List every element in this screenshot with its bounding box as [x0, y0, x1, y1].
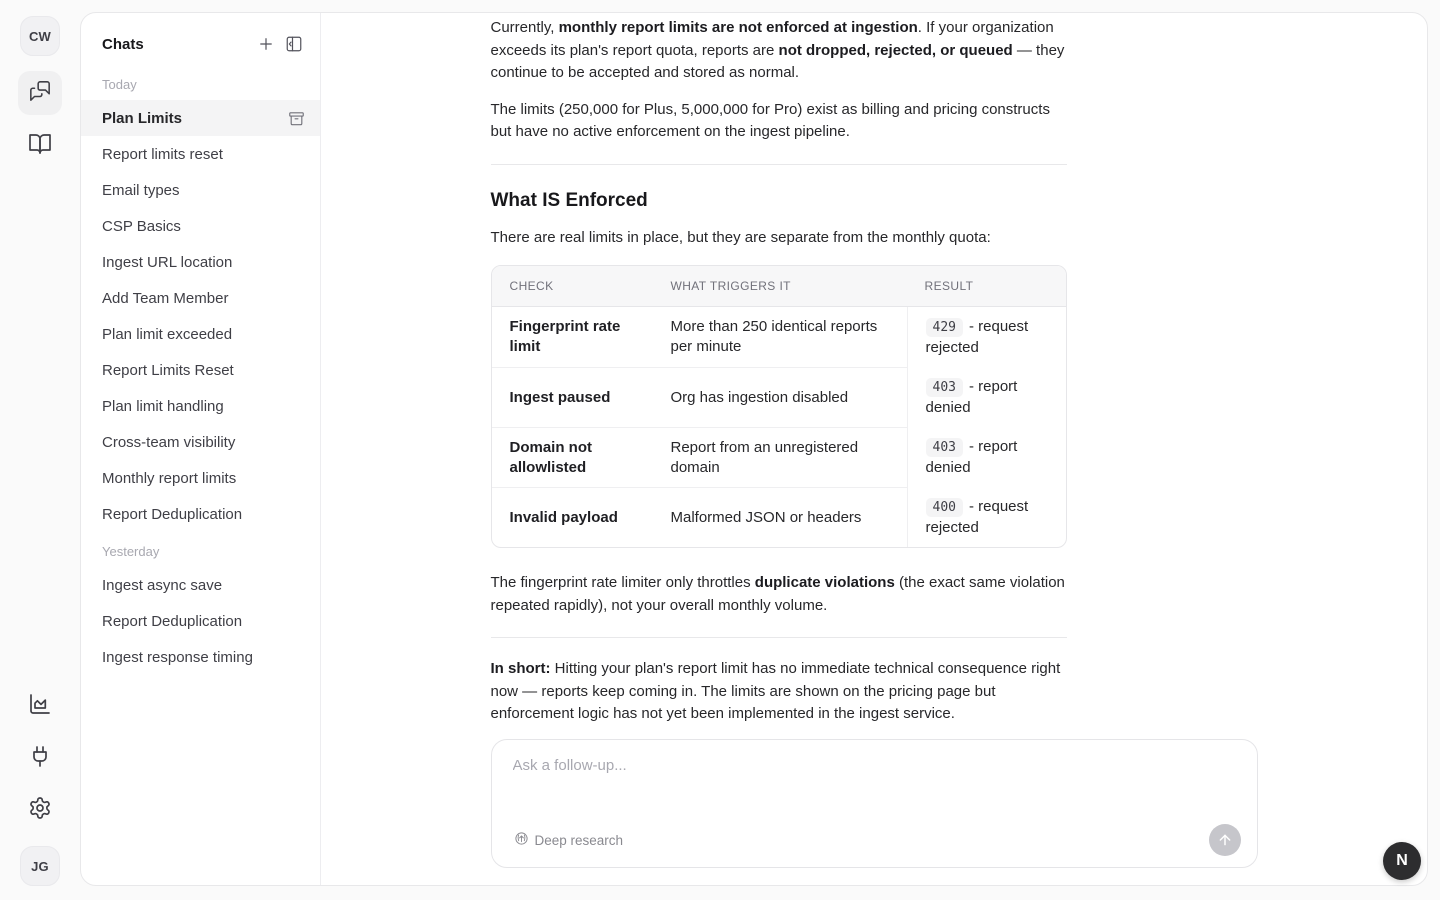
- chat-item-label: Ingest URL location: [102, 253, 233, 271]
- status-code-chip: 400: [926, 498, 963, 517]
- assistant-paragraph-3: There are real limits in place, but they are separate from the monthly quota:: [490, 228, 991, 246]
- chat-list: [81, 65, 320, 675]
- floating-brand-badge[interactable]: [1383, 842, 1421, 880]
- sidebar-title: Chats: [102, 35, 144, 53]
- chat-list-item[interactable]: [81, 208, 320, 244]
- deep-research-toggle[interactable]: [508, 827, 630, 853]
- workspace-avatar-label: CW: [28, 28, 52, 44]
- status-code-chip: 403: [926, 378, 963, 397]
- divider: [491, 164, 1067, 165]
- chat-section-label: Yesterday: [102, 544, 160, 559]
- chats-nav-button[interactable]: [18, 71, 62, 115]
- chat-item-label: Report limits reset: [102, 145, 223, 163]
- main-window: [80, 12, 1428, 886]
- assistant-paragraph-1: Currently, monthly report limits are not enforced at ingestion. If your organization exceeds its plan's report quota, reports are not dropped, rejected, or queued — they continue to be accepted and stored as normal.: [490, 19, 1065, 81]
- book-open-icon: [28, 132, 52, 161]
- chat-item-label: CSP Basics: [102, 217, 181, 235]
- table-row: Domain not allowlisted Report from an unregistered domain 403 - report denied: [492, 427, 1066, 487]
- chat-item-label: Plan limit exceeded: [102, 325, 233, 343]
- table-header-trigger: WHAT TRIGGERS IT: [670, 279, 791, 293]
- chat-list-item[interactable]: [81, 388, 320, 424]
- library-nav-button[interactable]: [18, 124, 62, 168]
- send-button[interactable]: [1209, 824, 1241, 856]
- section-heading: What IS Enforced: [490, 189, 648, 211]
- table-row: Invalid payload Malformed JSON or headers 400 - request rejected: [492, 487, 1066, 547]
- arrow-up-icon: [1217, 832, 1233, 848]
- chat-list-item[interactable]: [81, 280, 320, 316]
- app-rail: [0, 0, 80, 900]
- chat-list-item[interactable]: [81, 424, 320, 460]
- assistant-message: [491, 13, 1067, 726]
- divider: [491, 637, 1067, 638]
- chat-list-item[interactable]: [81, 460, 320, 496]
- chat-list-item[interactable]: [81, 567, 320, 603]
- new-chat-button[interactable]: [252, 30, 280, 58]
- assistant-paragraph-5: In short: Hitting your plan's report limit has no immediate technical consequence right now — reports keep coming in. The limits are shown on the pricing page but enforcement logic has not yet been implemented in the ingest service.: [490, 660, 1061, 722]
- chat-item-label: Plan limit handling: [102, 397, 224, 415]
- chat-item-label: Report Limits Reset: [102, 361, 234, 379]
- conversation-pane: [321, 13, 1427, 885]
- deep-research-icon: [514, 831, 529, 849]
- panel-collapse-icon: [285, 35, 303, 53]
- workspace-avatar[interactable]: [20, 16, 60, 56]
- chats-sidebar: [81, 13, 321, 885]
- chat-item-label: Monthly report limits: [102, 469, 237, 487]
- chat-list-item[interactable]: [81, 136, 320, 172]
- chat-item-label: Add Team Member: [102, 289, 229, 307]
- chat-list-item[interactable]: [81, 352, 320, 388]
- plus-icon: [257, 35, 275, 53]
- table-header-check: CHECK: [509, 279, 554, 293]
- archive-icon: [288, 110, 305, 127]
- chat-list-item[interactable]: [81, 496, 320, 532]
- settings-nav-button[interactable]: [18, 788, 62, 832]
- sidebar-header: [81, 13, 320, 65]
- table-row: Ingest paused Org has ingestion disabled 403 - report denied: [492, 367, 1066, 427]
- collapse-sidebar-button[interactable]: [280, 30, 308, 58]
- chat-bubbles-icon: [29, 80, 51, 107]
- chat-item-label: Plan Limits: [102, 109, 183, 127]
- chat-section-label: Today: [102, 77, 137, 92]
- chat-item-label: Ingest async save: [102, 576, 223, 594]
- chat-item-label: Report Deduplication: [102, 505, 243, 523]
- integrations-nav-button[interactable]: [18, 736, 62, 780]
- assistant-paragraph-4: The fingerprint rate limiter only throttles duplicate violations (the exact same violation repeated rapidly), not your overall monthly volume.: [490, 574, 1065, 614]
- user-avatar-label: JG: [31, 858, 49, 874]
- chat-list-item[interactable]: [81, 100, 320, 136]
- chat-list-item[interactable]: [81, 172, 320, 208]
- chat-list-item[interactable]: [81, 639, 320, 675]
- gear-icon: [28, 796, 52, 825]
- table-header-result: RESULT: [924, 279, 974, 293]
- plug-icon: [28, 744, 52, 773]
- brand-badge-letter: N: [1396, 852, 1408, 869]
- chat-item-label: Report Deduplication: [102, 612, 243, 630]
- assistant-paragraph-2: The limits (250,000 for Plus, 5,000,000 for Pro) exist as billing and pricing constructs but have no active enforcement on the ingest pipeline.: [490, 100, 1050, 140]
- enforcement-table: [491, 265, 1067, 548]
- analytics-nav-button[interactable]: [18, 684, 62, 728]
- status-code-chip: 403: [926, 438, 963, 457]
- deep-research-label: Deep research: [534, 832, 624, 848]
- area-chart-icon: [28, 692, 52, 721]
- chat-list-item[interactable]: [81, 603, 320, 639]
- table-header-row: [492, 266, 1066, 307]
- followup-input[interactable]: [513, 757, 1197, 817]
- chat-list-item[interactable]: [81, 244, 320, 280]
- composer: [491, 739, 1258, 868]
- user-avatar[interactable]: [20, 846, 60, 886]
- status-code-chip: 429: [926, 318, 963, 337]
- chat-item-label: Cross-team visibility: [102, 433, 236, 451]
- archive-chat-button[interactable]: [286, 108, 306, 128]
- chat-list-item[interactable]: [81, 316, 320, 352]
- chat-item-label: Ingest response timing: [102, 648, 253, 666]
- chat-item-label: Email types: [102, 181, 180, 199]
- table-row: Fingerprint rate limit More than 250 identical reports per minute 429 - request rejected: [492, 307, 1066, 367]
- message-thread: [321, 13, 1427, 739]
